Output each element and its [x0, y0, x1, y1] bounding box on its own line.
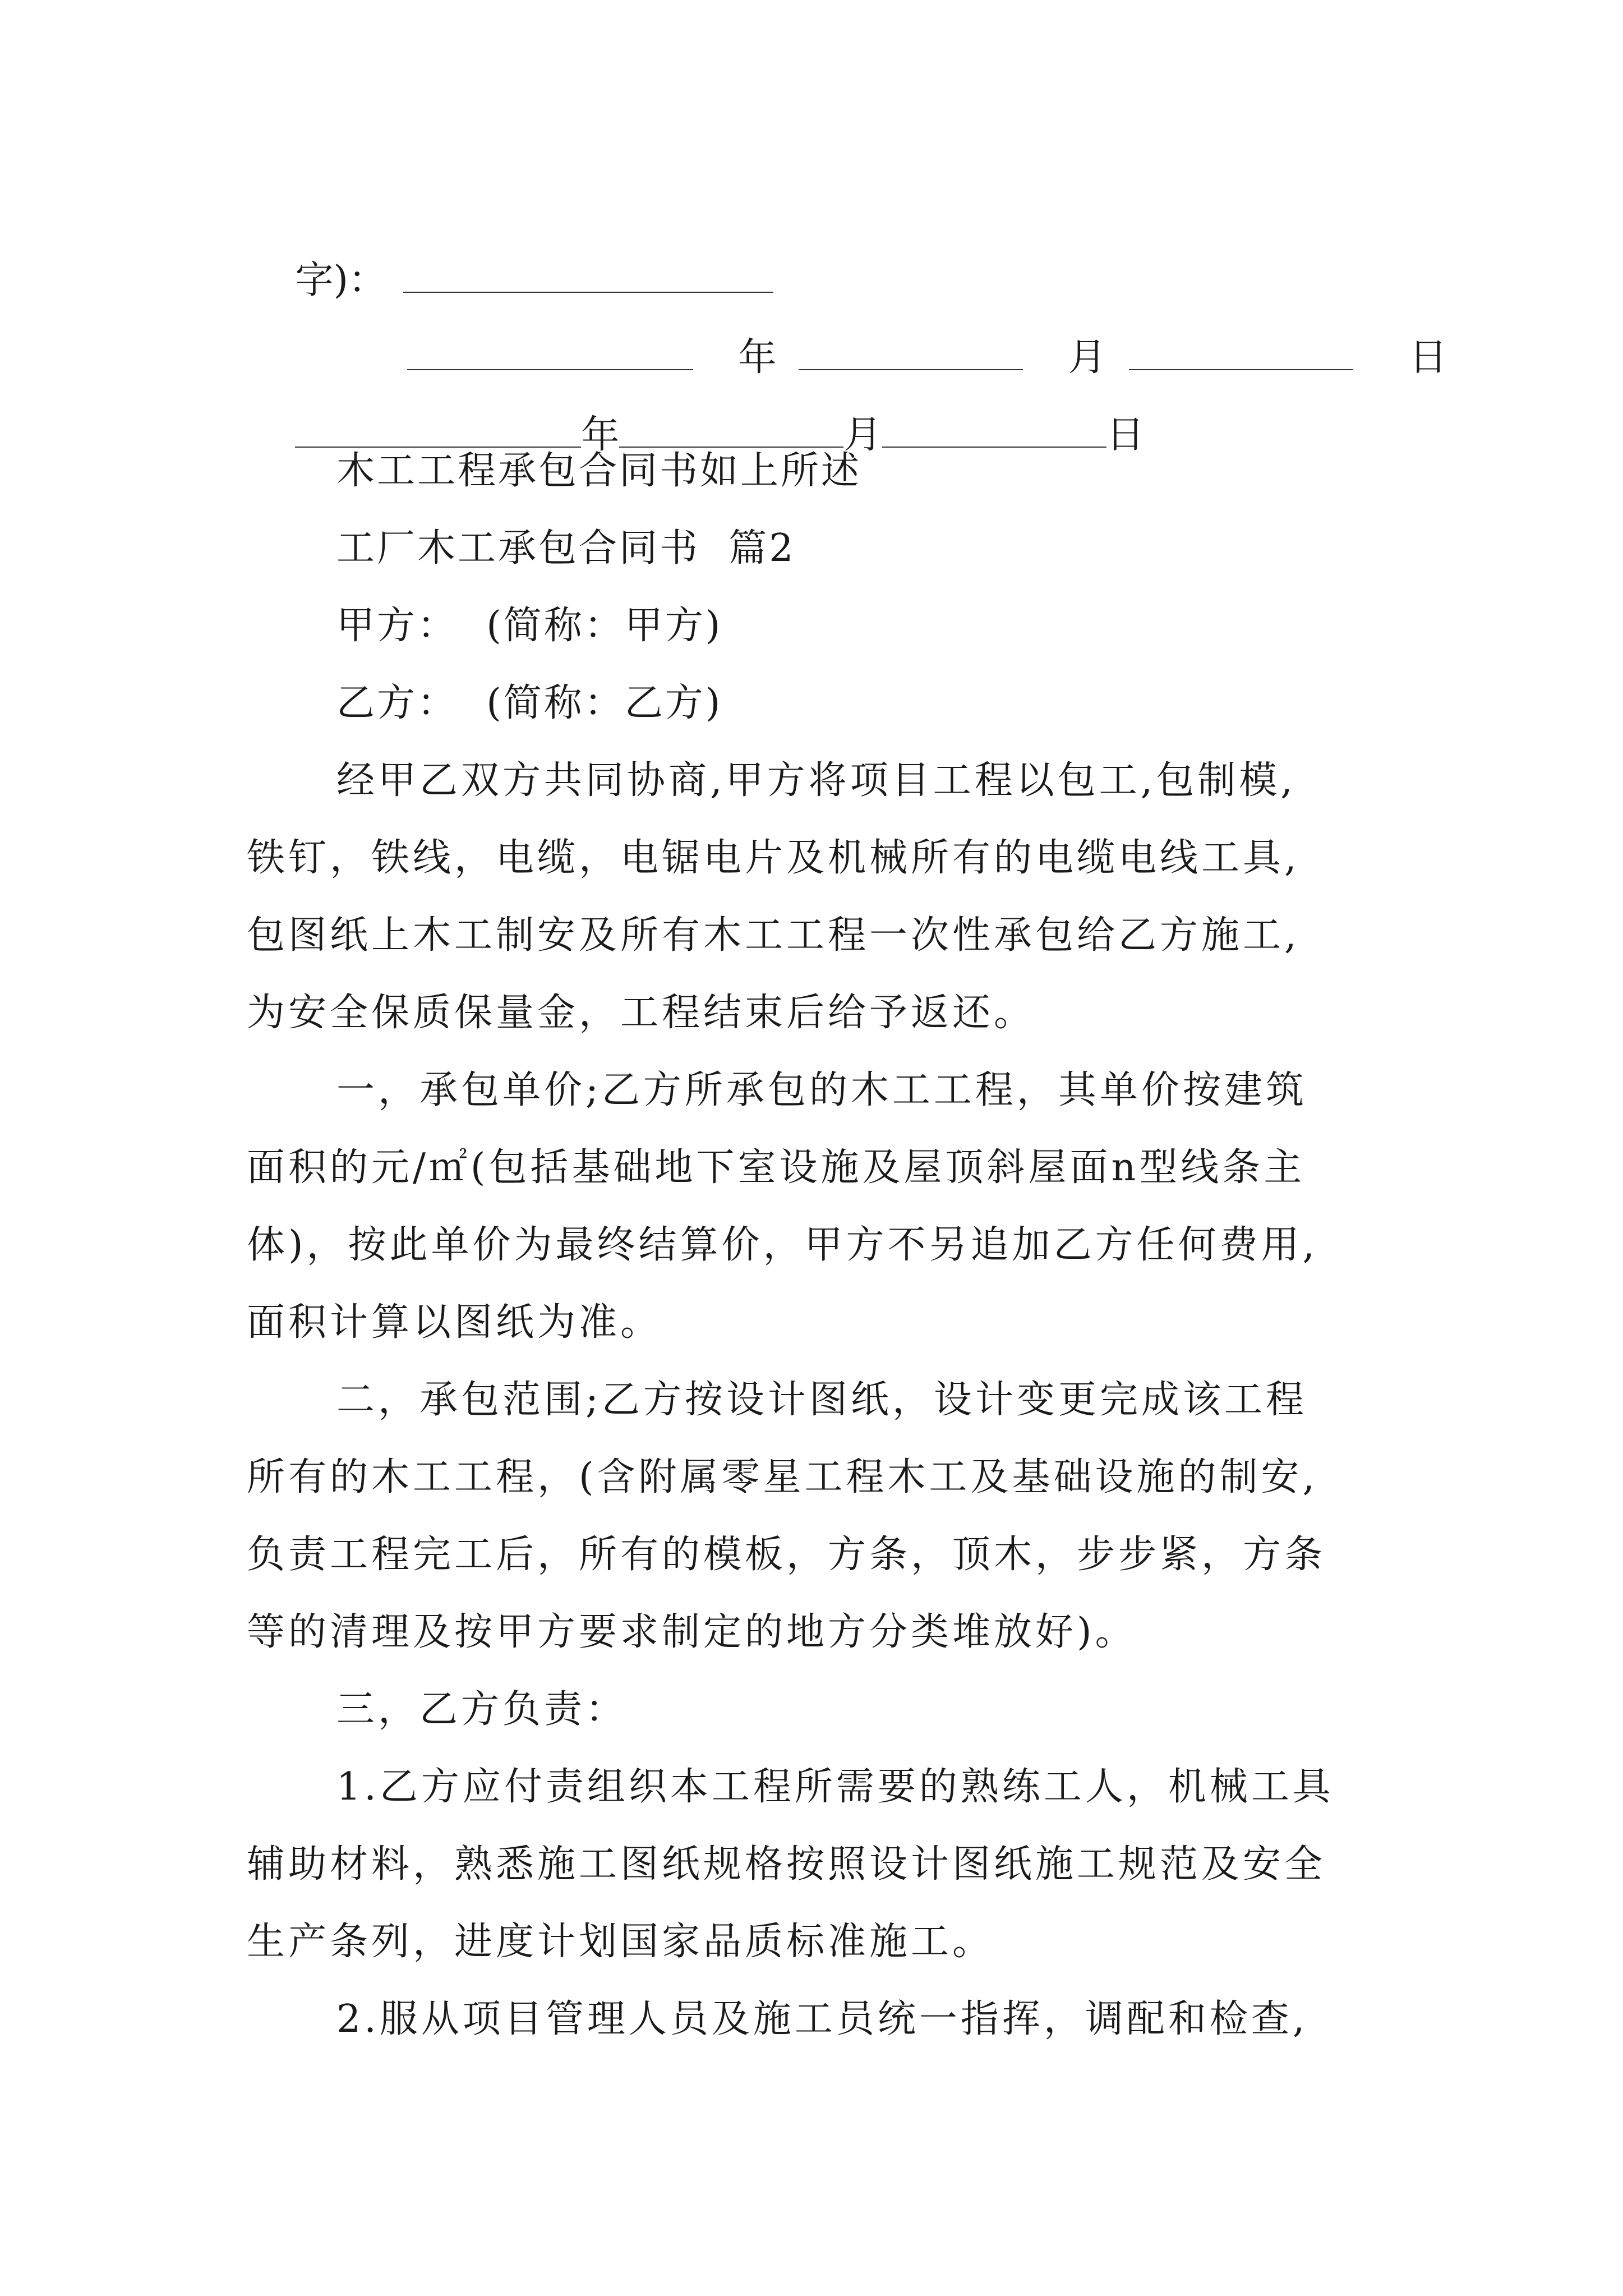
body-line: 面积的元/㎡(包括基础地下室设施及屋顶斜屋面n型线条主 — [247, 1145, 1306, 1190]
section-title: 工厂木工承包合同书 篇2 — [336, 526, 796, 570]
body-line: 等的清理及按甲方要求制定的地方分类堆放好)。 — [247, 1610, 1137, 1654]
year-label-1: 年 — [738, 335, 777, 380]
month-blank-2[interactable] — [619, 413, 843, 448]
body-line: 二，承包范围;乙方按设计图纸，设计变更完成该工程 — [336, 1378, 1307, 1422]
year-label-2: 年 — [581, 413, 620, 457]
body-line: 生产条列，进度计划国家品质标准施工。 — [247, 1920, 994, 1964]
month-blank-1[interactable] — [799, 335, 1023, 370]
body-line: 体)，按此单价为最终结算价，甲方不另追加乙方任何费用, — [247, 1223, 1318, 1267]
body-line: 辅助材料，熟悉施工图纸规格按照设计图纸施工规范及安全 — [247, 1842, 1326, 1887]
body-line: 铁钉，铁线，电缆，电锯电片及机械所有的电缆电线工具, — [247, 836, 1300, 880]
body-line: 面积计算以图纸为准。 — [247, 1300, 662, 1345]
body-line: 1.乙方应付责组织本工程所需要的熟练工人，机械工具 — [336, 1765, 1334, 1809]
party-a: 甲方： (简称：甲方) — [336, 604, 723, 648]
body-line: 2.服从项目管理人员及施工员统一指挥，调配和检查, — [336, 1997, 1308, 2041]
body-line: 三，乙方负责： — [336, 1687, 628, 1732]
body-line: 包图纸上木工制安及所有木工工程一次性承包给乙方施工, — [247, 913, 1300, 958]
day-blank-1[interactable] — [1129, 335, 1353, 370]
year-blank-2[interactable] — [295, 413, 581, 448]
body-line: 所有的木工工程，(含附属零星工程木工及基础设施的制安, — [247, 1455, 1318, 1499]
body-line: 为安全保质保量金，工程结束后给予返还。 — [247, 991, 1036, 1035]
signature-blank[interactable] — [403, 258, 773, 293]
body-line: 负责工程完工后，所有的模板，方条，顶木，步步紧，方条 — [247, 1533, 1326, 1577]
body-line: 经甲乙双方共同协商,甲方将项目工程以包工,包制模, — [336, 758, 1296, 803]
day-label-1: 日 — [1409, 335, 1447, 380]
closing-text: 木工工程承包合同书如上所述 — [336, 449, 862, 493]
body-line: 一，承包单价;乙方所承包的木工工程，其单价按建筑 — [336, 1068, 1307, 1112]
month-label-1: 月 — [1068, 335, 1106, 380]
day-blank-2[interactable] — [882, 413, 1106, 448]
month-label-2: 月 — [843, 413, 882, 457]
signature-label: 字)： — [295, 258, 386, 302]
year-blank-1[interactable] — [407, 335, 693, 370]
day-label-2: 日 — [1106, 413, 1145, 457]
party-b: 乙方： (简称：乙方) — [336, 681, 723, 725]
